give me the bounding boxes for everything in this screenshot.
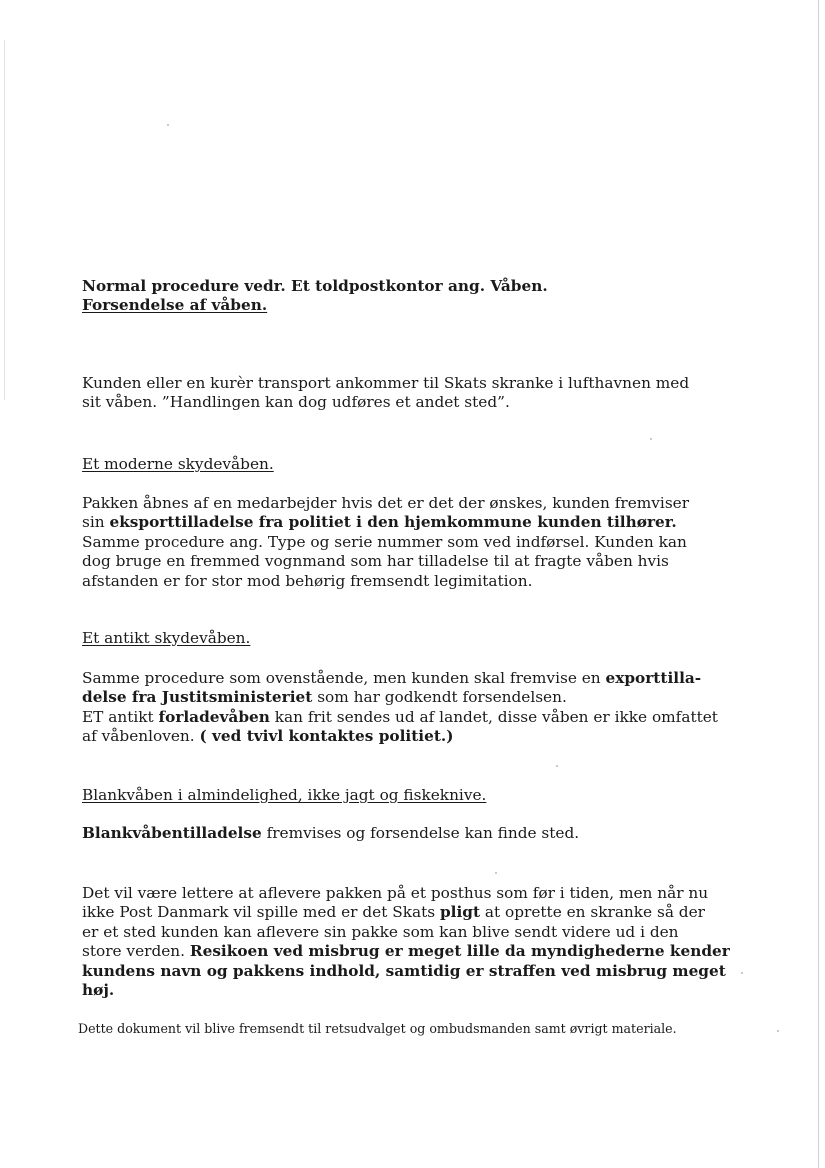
antique-line-2-text: som har godkendt forsendelsen. (312, 688, 567, 707)
scan-speck (650, 438, 652, 440)
scan-speck (167, 124, 169, 126)
modern-heading: Et moderne skydevåben. (82, 455, 274, 473)
title-line-1: Normal procedure vedr. Et toldpostkontor ang. Våben. (82, 277, 548, 295)
antique-line-3-pre: ET antikt (82, 707, 159, 726)
antique-line-3-bold: forladevåben (158, 707, 270, 726)
blank-line-1-bold: Blankvåbentilladelse (82, 824, 262, 842)
antique-line-4-pre: af våbenloven. (82, 727, 200, 746)
closing-line-5: kundens navn og pakkens indhold, samtidig er straffen ved misbrug meget (82, 961, 726, 980)
antique-line-1 (82, 669, 742, 688)
closing-line-6: høj. (82, 981, 115, 1000)
footer-text: Dette dokument vil blive fremsendt til retsudvalget og ombudsmanden samt øvrigt materiale. (78, 1021, 677, 1036)
antique-line-3-post: kan frit sendes ud af landet, disse våben er ikke omfattet (269, 707, 718, 726)
footer-note (78, 1019, 738, 1038)
intro-line-2: sit våben. ”Handlingen kan dog udføres et andet sted”. (82, 393, 510, 412)
section-antique-body (82, 669, 742, 747)
antique-line-1-text: Samme procedure som ovenstående, men kunden skal fremvise en (82, 669, 606, 687)
antique-line-1-bold: exporttilla- (605, 669, 702, 687)
closing-paragraph (82, 884, 742, 1000)
blank-line-1-text: fremvises og forsendelse kan finde sted. (261, 824, 580, 842)
modern-line-2-text: sin (82, 513, 110, 532)
intro-line-1: Kunden eller en kurèr transport ankommer til Skats skranke i lufthavnen med (82, 374, 690, 392)
title-line-2: Forsendelse af våben. (82, 296, 268, 315)
modern-line-3: Samme procedure ang. Type og serie nummer som ved indførsel. Kunden kan (82, 532, 687, 551)
closing-line-4 (82, 942, 742, 961)
scan-speck (556, 765, 558, 767)
intro-paragraph (82, 374, 742, 413)
scan-speck (777, 1030, 779, 1032)
modern-line-1: Pakken åbnes af en medarbejder hvis det er det der ønskes, kunden fremviser (82, 494, 690, 512)
closing-line-4-bold: Resikoen ved misbrug er meget lille da myndighederne kender (189, 942, 730, 961)
section-blank-body (82, 824, 742, 843)
section-modern-heading (82, 455, 742, 474)
antique-line-3 (82, 708, 742, 727)
closing-line-2-pre: ikke Post Danmark vil spille med er det Skats (82, 903, 440, 922)
closing-line-2-post: at oprette en skranke så der (480, 903, 705, 922)
document-title (82, 277, 742, 316)
modern-line-2 (82, 513, 742, 532)
closing-line-2-bold: pligt (439, 903, 481, 922)
blank-heading: Blankvåben i almindelighed, ikke jagt og fiskeknive. (82, 786, 487, 804)
blank-line-1 (82, 824, 742, 843)
closing-line-2 (82, 903, 742, 922)
scan-speck (741, 972, 743, 974)
scan-edge-right (818, 0, 819, 1168)
scan-edge-left (4, 40, 5, 400)
antique-line-2 (82, 688, 742, 707)
antique-line-2-bold: delse fra Justitsministeriet (82, 688, 313, 707)
section-antique-heading (82, 629, 742, 648)
antique-line-4 (82, 727, 742, 746)
antique-heading: Et antikt skydevåben. (82, 629, 251, 647)
modern-line-4: dog bruge en fremmed vognmand som har tilladelse til at fragte våben hvis (82, 552, 669, 571)
closing-line-1: Det vil være lettere at aflevere pakken på et posthus som før i tiden, men når nu (82, 884, 709, 902)
section-blank-heading (82, 786, 742, 805)
modern-line-5: afstanden er for stor mod behørig fremsendt legimitation. (82, 571, 533, 590)
modern-line-2-bold: eksporttilladelse fra politiet i den hjemkommune kunden tilhører. (109, 513, 677, 532)
closing-line-3: er et sted kunden kan aflevere sin pakke som kan blive sendt videre ud i den (82, 922, 679, 941)
scan-speck (495, 872, 497, 874)
closing-line-4-pre: store verden. (82, 942, 190, 961)
section-modern-body (82, 494, 742, 591)
antique-line-4-bold: ( ved tvivl kontaktes politiet.) (199, 727, 454, 746)
